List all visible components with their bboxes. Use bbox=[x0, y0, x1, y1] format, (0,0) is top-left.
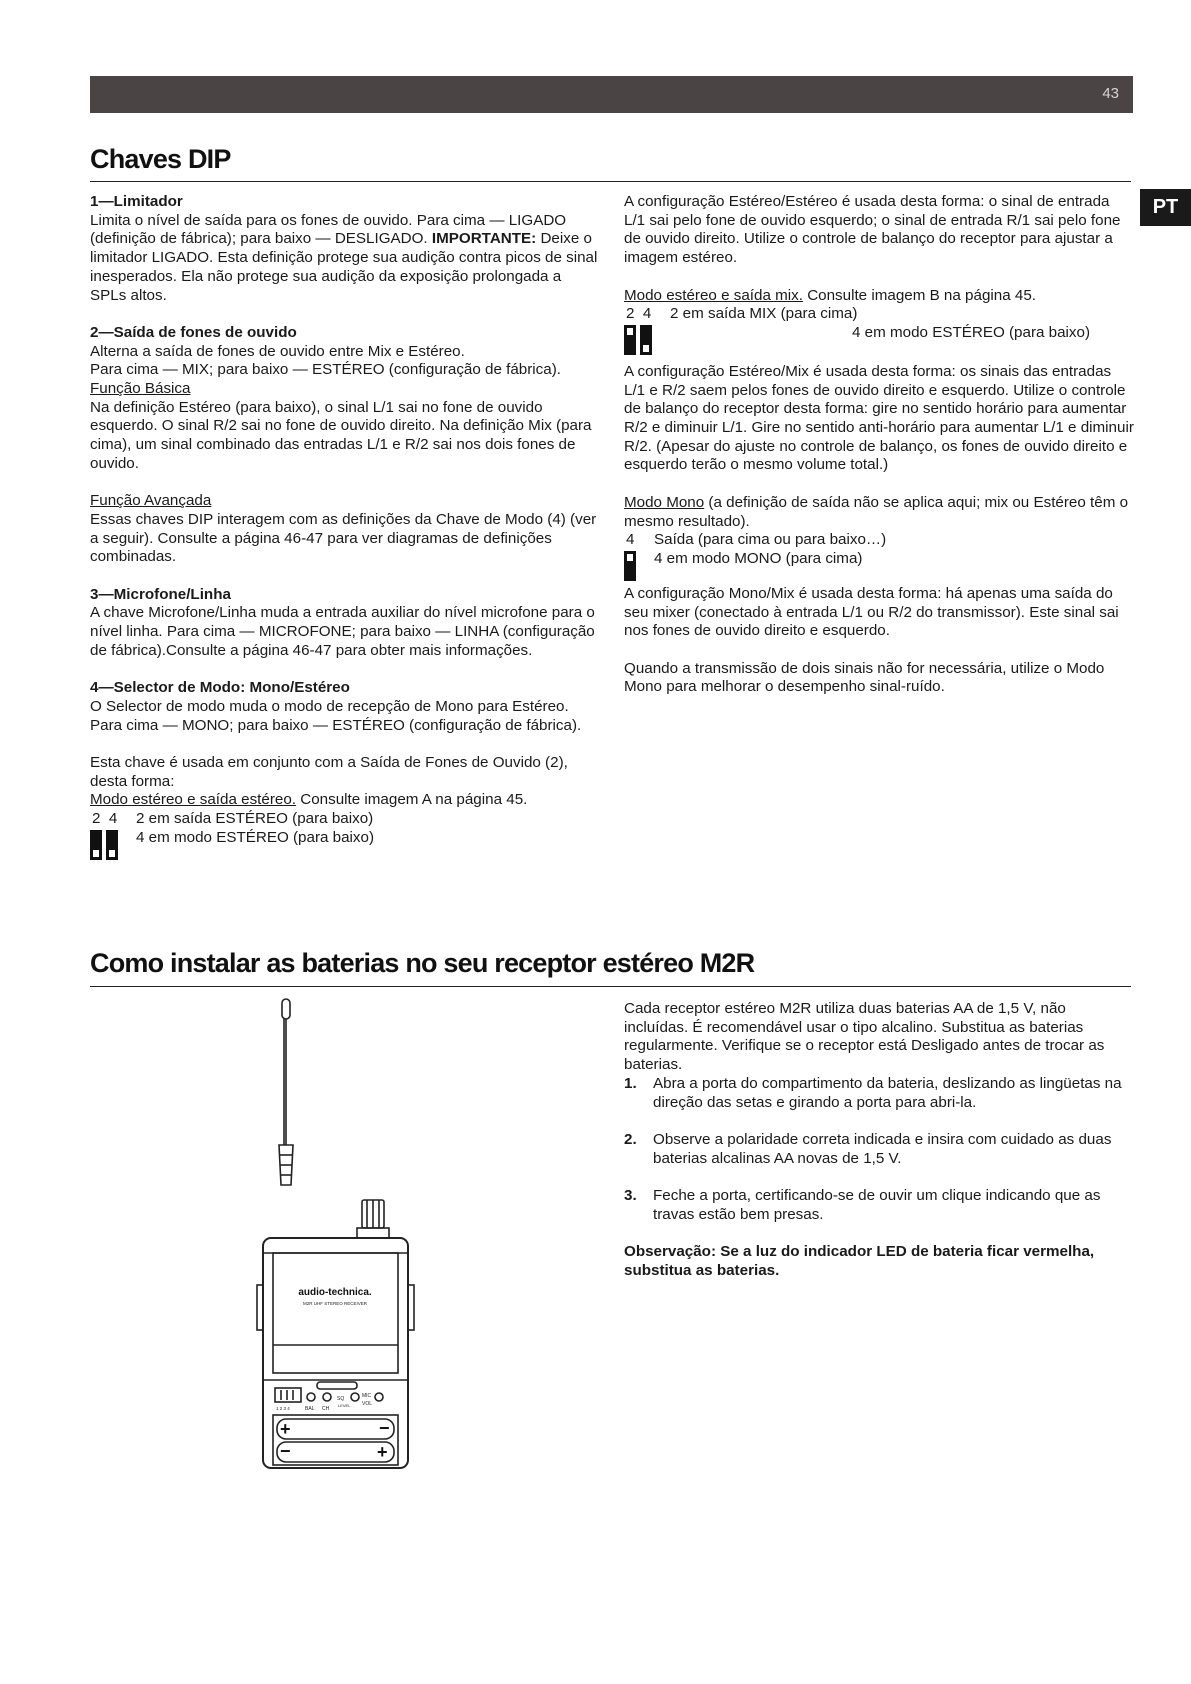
switch-icons bbox=[90, 830, 130, 860]
switch-4-up-icon bbox=[624, 551, 636, 581]
mode-selector-text: O Selector de modo muda o modo de recepção de Mono para Estéreo. Para cima — MONO; para baixo — ESTÉREO (configuração de fábrica). bbox=[90, 697, 582, 734]
list-item: 3. Feche a porta, certificando-se de ouvir um clique indicando que as travas estão bem presas. bbox=[624, 1187, 1101, 1223]
antenna-tip bbox=[282, 999, 290, 1019]
page-number: 43 bbox=[1102, 85, 1119, 102]
model-label: M2R UHF STEREO RECEIVER bbox=[302, 1301, 368, 1306]
switch-icons bbox=[624, 325, 664, 355]
section-rule bbox=[90, 986, 1131, 987]
minus-icon: − bbox=[280, 1441, 291, 1461]
mode-b-line: Modo estéreo e saída mix. Consulte imagem B na página 45. bbox=[624, 286, 1036, 304]
minus-icon: − bbox=[379, 1418, 390, 1438]
dip-switch-block bbox=[275, 1388, 301, 1402]
dip-right-column bbox=[624, 193, 1134, 697]
mode-a-switch4: 4 em modo ESTÉREO (para baixo) bbox=[136, 828, 375, 846]
battery-steps bbox=[624, 1075, 1134, 1225]
battery-1 bbox=[277, 1419, 394, 1439]
section-title-dip: Chaves DIP bbox=[90, 144, 231, 174]
balance-label: BAL bbox=[305, 1406, 315, 1412]
headphone-output-heading: 2—Saída de fones de ouvido bbox=[90, 323, 297, 341]
mode-mono-switch4: 4 em modo MONO (para cima) bbox=[654, 549, 863, 567]
level-label: LEVEL bbox=[338, 1403, 351, 1408]
mode-a-switch2: 2 em saída ESTÉREO (para baixo) bbox=[136, 810, 374, 828]
mode-b-switch2: 2 em saída MIX (para cima) bbox=[670, 305, 858, 323]
channel-label: CH bbox=[322, 1406, 330, 1412]
mode-selector-usage: Esta chave é usada em conjunto com a Saída de Fones de Ouvido (2), desta forma: bbox=[90, 754, 568, 790]
mode-mono-line: Modo Mono (a definição de saída não se aplica aqui; mix ou Estéreo têm o mesmo resultado). bbox=[624, 493, 1129, 530]
mode-mono-output: Saída (para cima ou para baixo…) bbox=[654, 531, 887, 549]
dip-left-column bbox=[90, 193, 598, 860]
switch-4-down-icon bbox=[106, 830, 118, 860]
vol-label: VOL bbox=[362, 1401, 373, 1407]
switch-2-up-icon bbox=[624, 325, 636, 355]
dip-switch-diagram-b: 2 4 2 em saída MIX (para cima) 4 em modo ESTÉREO (para baixo) bbox=[624, 305, 1134, 355]
headphone-output-text2: Para cima — MIX; para baixo — ESTÉREO (configuração de fábrica). bbox=[90, 361, 561, 379]
headphone-output-text1: Alterna a saída de fones de ouvido entre Mix e Estéreo. bbox=[90, 342, 465, 360]
mono-mode-tip: Quando a transmissão de dois sinais não for necessária, utilize o Modo Mono para melhorar o desempenho sinal-ruído. bbox=[624, 659, 1105, 696]
advanced-function-text: Essas chaves DIP interagem com as definições da Chave de Modo (4) (ver a seguir). Consulte a página 46-47 para ver diagramas de definições combinadas. bbox=[90, 510, 597, 566]
limiter-text: Limita o nível de saída para os fones de ouvido. Para cima — LIGADO (definição de fábrica); para baixo — DESLIGADO. IMPORTANTE: Deixe o limitador LIGADO. Esta definição protege sua audição contra picos de sinal inesperados. Ela não protege sua audição da exposição prolongada a SPLs altos. bbox=[90, 211, 598, 304]
list-item: 2. Observe a polaridade correta indicada e insira com cuidado as duas baterias alcalinas AA novas de 1,5 V. bbox=[624, 1130, 1112, 1167]
section-title-battery: Como instalar as baterias no seu receptor estéreo M2R bbox=[90, 948, 755, 978]
mic-line-heading: 3—Microfone/Linha bbox=[90, 585, 231, 603]
dip-switch-diagram-mono: 4 Saída (para cima ou para baixo…) 4 em modo MONO (para cima) bbox=[624, 531, 1134, 581]
plus-icon: + bbox=[280, 1419, 291, 1439]
language-tab: PT bbox=[1140, 189, 1191, 226]
mic-label: MIC bbox=[362, 1393, 372, 1399]
mono-mix-text: A configuração Mono/Mix é usada desta forma: há apenas uma saída do seu mixer (conectado à entrada L/1 ou R/2 do transmissor). Este sinal sai nos fones de ouvido direito e esquerdo. bbox=[624, 584, 1119, 640]
basic-function-text: Na definição Estéreo (para baixo), o sinal L/1 sai no fone de ouvido esquerdo. O sinal R/2 sai no fone de ouvido direito. Na definição Mix (para cima), um sinal combinado das entradas L/1 e R/2 sai nos dois fones de ouvido. bbox=[90, 398, 592, 472]
dip-numbers-label: 1 2 3 4 bbox=[276, 1406, 290, 1411]
battery-instructions bbox=[624, 1000, 1134, 1281]
battery-intro: Cada receptor estéreo M2R utiliza duas baterias AA de 1,5 V, não incluídas. É recomendável usar o tipo alcalino. Substitua as baterias regularmente. Verifique se o receptor está Desligado antes de trocar as baterias. bbox=[624, 1000, 1105, 1074]
belt-clip bbox=[273, 1253, 398, 1373]
dip-switch-diagram-a: 2 4 2 em saída ESTÉREO (para baixo) 4 em modo ESTÉREO (para baixo) bbox=[90, 810, 598, 860]
basic-function-heading: Função Básica bbox=[90, 380, 191, 398]
advanced-function-heading: Função Avançada bbox=[90, 492, 212, 510]
receiver-illustration bbox=[255, 995, 415, 1475]
plus-icon: + bbox=[377, 1442, 388, 1462]
switch-icons bbox=[624, 551, 654, 581]
mode-b-switch4: 4 em modo ESTÉREO (para baixo) bbox=[852, 323, 1091, 341]
limiter-heading: 1—Limitador bbox=[90, 193, 183, 210]
stereo-stereo-text: A configuração Estéreo/Estéreo é usada desta forma: o sinal de entrada L/1 sai pelo fone de ouvido esquerdo; o sinal de entrada R/1 sai pelo fone de ouvido direito. Utilize o controle de balanço do receptor para ajustar a imagem estéreo. bbox=[624, 193, 1121, 267]
mic-line-text: A chave Microfone/Linha muda a entrada auxiliar do nível microfone para o nível linha. Para cima — MICROFONE; para baixo — LINHA (configuração de fábrica).Consulte a página 46-47 para obter mais informações. bbox=[90, 604, 595, 659]
brand-logo: audio-technica. bbox=[298, 1287, 372, 1298]
switch-4-down-icon bbox=[640, 325, 652, 355]
battery-note: Observação: Se a luz do indicador LED de bateria ficar vermelha, substitua as baterias. bbox=[624, 1243, 1095, 1279]
section-rule bbox=[90, 181, 1131, 182]
list-item: 1. Abra a porta do compartimento da bateria, deslizando as lingüetas na direção das setas e girando a porta para abri-la. bbox=[624, 1074, 1122, 1111]
switch-2-down-icon bbox=[90, 830, 102, 860]
mode-selector-heading: 4—Selector de Modo: Mono/Estéreo bbox=[90, 679, 350, 697]
stereo-mix-text: A configuração Estéreo/Mix é usada desta forma: os sinais das entradas L/1 e R/2 saem pelos fones de ouvido direito e esquerdo. Utilize o controle de balanço do receptor desta forma: gire no sentido horário para aumentar R/2 e diminuir L/1. Gire no sentido anti-horário para aumentar L/1 e diminuir R/2. (Apesar do ajuste no controle de balanço, os fones de ouvido direito e esquerdo terão o mesmo volume total.) bbox=[624, 362, 1134, 474]
squelch-label: SQ bbox=[337, 1396, 345, 1402]
header-bar bbox=[90, 76, 1133, 113]
mode-a-line: Modo estéreo e saída estéreo. Consulte imagem A na página 45. bbox=[90, 791, 528, 809]
